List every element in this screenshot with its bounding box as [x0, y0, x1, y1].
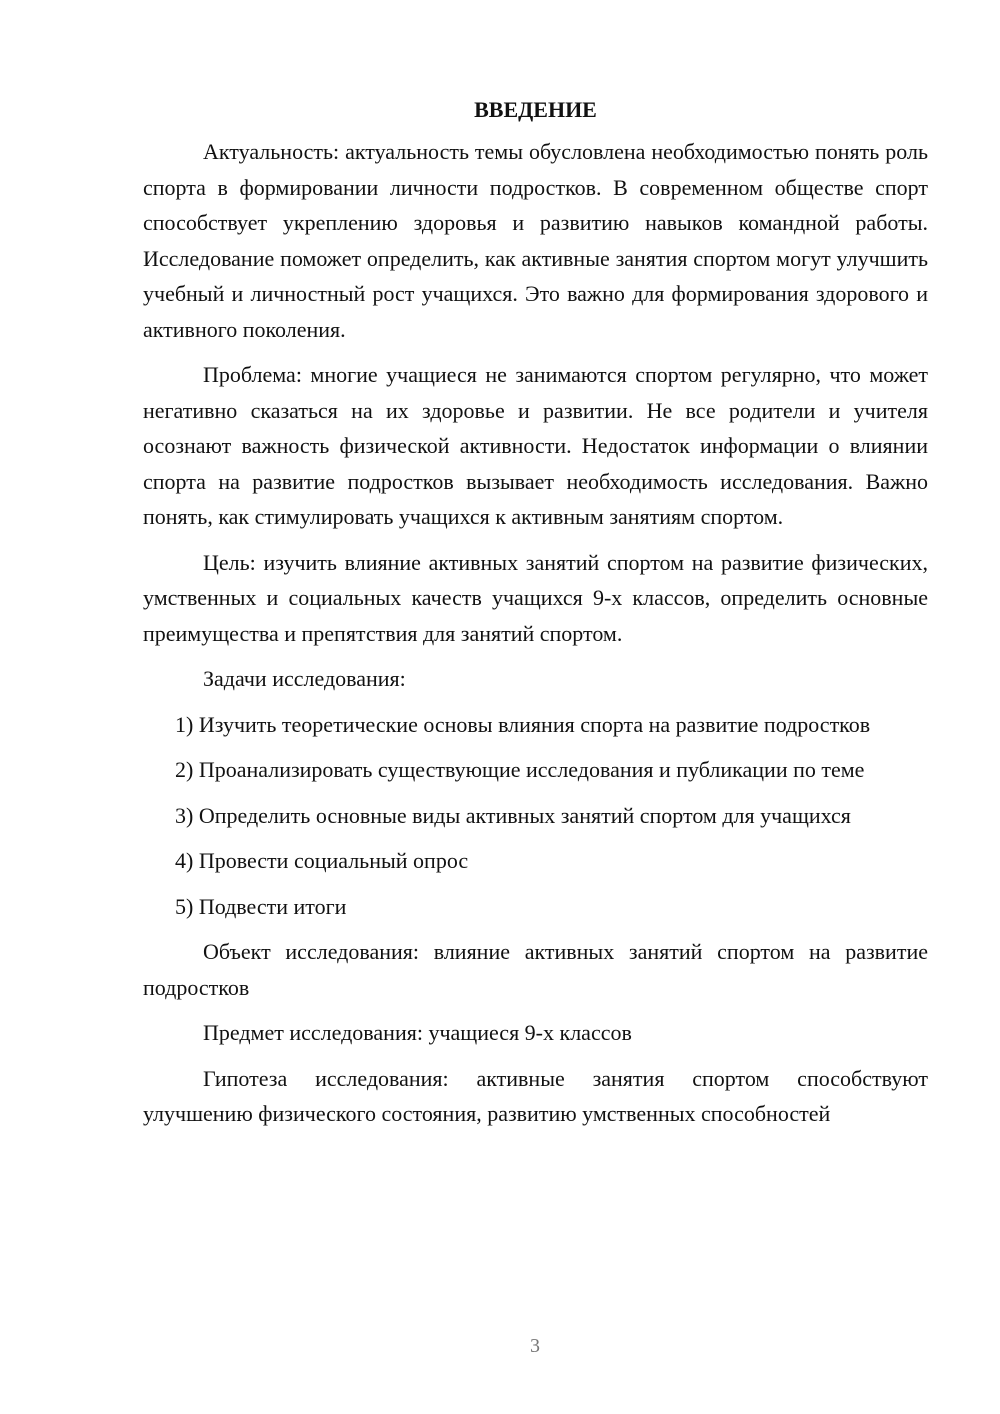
- tasks-heading: Задачи исследования:: [203, 666, 406, 691]
- section-title: ВВЕДЕНИЕ: [474, 97, 597, 122]
- task-item-5: 5) Подвести итоги: [175, 893, 347, 919]
- relevance-paragraph: Актуальность: актуальность темы обусловлена необходимостью понять роль спорта в формировании личности подростков. В современном обществе спорт способствует укреплению здоровья и развитию навыков командной работы. Исследование поможет определить, как активные занятия спортом могут улучшить учебный и личностный рост учащихся. Это важно для формирования здорового и активного поколения.: [143, 139, 928, 342]
- page-number: 3: [530, 1335, 540, 1357]
- hypothesis-paragraph: Гипотеза исследования: активные занятия спортом способствуют улучшению физического состояния, развитию умственных способностей: [143, 1065, 928, 1126]
- problem-paragraph: Проблема: многие учащиеся не занимаются спортом регулярно, что может негативно сказаться на их здоровье и развитии. Не все родители и учителя осознают важность физической активности. Недостаток информации о влиянии спорта на развитие подростков вызывает необходимость исследования. Важно понять, как стимулировать учащихся к активным занятиям спортом.: [143, 362, 928, 529]
- object-paragraph: Объект исследования: влияние активных занятий спортом на развитие подростков: [143, 939, 928, 1000]
- document-page: [143, 96, 928, 1142]
- goal-paragraph: Цель: изучить влияние активных занятий спортом на развитие физических, умственных и социальных качеств учащихся 9-х классов, определить основные преимущества и препятствия для занятий спортом.: [143, 549, 928, 646]
- task-item-2: 2) Проанализировать существующие исследования и публикации по теме: [175, 757, 865, 782]
- task-item-4: 4) Провести социальный опрос: [175, 848, 469, 873]
- task-item-1: 1) Изучить теоретические основы влияния спорта на развитие подростков: [175, 711, 871, 737]
- subject-paragraph: Предмет исследования: учащиеся 9-х классов: [203, 1020, 632, 1045]
- task-item-3: 3) Определить основные виды активных занятий спортом для учащихся: [175, 802, 851, 828]
